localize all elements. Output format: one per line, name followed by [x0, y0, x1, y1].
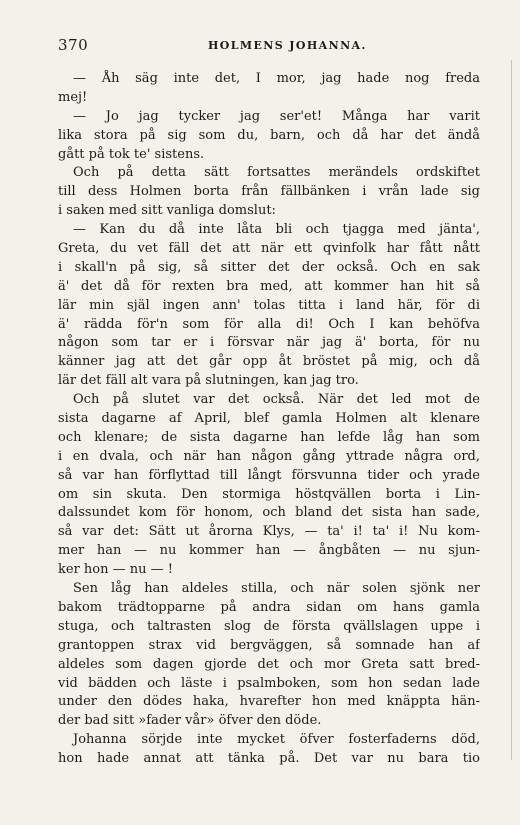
running-title: HOLMENS JOHANNA.	[208, 39, 367, 52]
text-line: mej!	[58, 89, 88, 105]
text-line: aldeles som dagen gjorde det och mor Greta satt bred-	[58, 656, 480, 672]
text-line: så var han förflyttad till långt försvunna tider och yrade	[58, 467, 480, 483]
text-line: i saken med sitt vanliga domslut:	[58, 203, 276, 219]
text-line: i skall'n på sig, så sitter det der också. Och en sak	[58, 259, 480, 275]
text-line: Sen låg han aldeles stilla, och när solen sjönk ner	[73, 581, 480, 597]
text-line: lär min själ ingen ann' tolas titta i land här, för di	[58, 297, 480, 313]
page-edge-line	[511, 60, 512, 760]
text-line: mer han — nu kommer han — ångbåten — nu sjun-	[58, 543, 480, 559]
text-line: lär det fäll alt vara på slutningen, kan jag tro.	[58, 373, 359, 389]
text-line: till dess Holmen borta från fällbänken i vrån lade sig	[58, 184, 480, 200]
text-line: bakom trädtopparne på andra sidan om hans gamla	[58, 599, 480, 615]
text-line: Greta, du vet fäll det att när ett qvinfolk har fått nått	[58, 241, 480, 257]
text-line: Johanna sörjde inte mycket öfver fosterfaderns död,	[73, 732, 480, 748]
text-line: någon som tar er i försvar när jag ä' borta, för nu	[58, 335, 480, 351]
text-line: och klenare; de sista dagarne han lefde låg han som	[58, 429, 480, 445]
text-line: ä' rädda för'n som för alla di! Och I kan behöfva	[58, 316, 480, 332]
text-line: om sin skuta. Den stormiga höstqvällen borta i Lin-	[58, 486, 480, 502]
text-line: så var det: Sätt ut årorna Klys, — ta' i! ta' i! Nu kom-	[58, 524, 480, 540]
body-text	[58, 70, 480, 769]
text-line: — Kan du då inte låta bli och tjagga med jänta',	[73, 222, 480, 238]
text-line: sista dagarne af April, blef gamla Holmen alt klenare	[58, 411, 480, 427]
text-line: Och på slutet var det också. När det led mot de	[73, 392, 480, 408]
text-line: hon hade annat att tänka på. Det var nu bara tio	[58, 751, 480, 767]
text-line: dalssundet kom för honom, och bland det sista han sade,	[58, 505, 480, 521]
text-line: — Åh säg inte det, I mor, jag hade nog freda	[73, 71, 480, 86]
text-line: lika stora på sig som du, barn, och då har det ändå	[58, 127, 480, 143]
text-line: grantoppen strax vid bergväggen, så somnade han af	[58, 637, 480, 653]
text-line: i en dvala, och när han någon gång yttrade några ord,	[58, 448, 480, 464]
text-line: der bad sitt »fader vår» öfver den döde.	[58, 713, 322, 729]
text-line: stuga, och taltrasten slog de första qvällslagen uppe i	[58, 618, 480, 634]
text-line: känner jag att det går opp åt bröstet på mig, och då	[58, 354, 480, 370]
text-line: ker hon — nu — !	[58, 562, 173, 578]
page-header	[58, 36, 478, 56]
text-line: ä' det då för rexten bra med, att kommer han hit så	[58, 278, 480, 294]
page-number: 370	[58, 36, 89, 54]
text-line: under den dödes haka, hvarefter hon med knäppta hän-	[58, 694, 480, 710]
text-line: Och på detta sätt fortsattes merändels ordskiftet	[73, 165, 480, 181]
text-line: — Jo jag tycker jag ser'et! Många har varit	[73, 108, 480, 124]
text-line: gått på tok te' sistens.	[58, 146, 205, 162]
text-line: vid bädden och läste i psalmboken, som hon sedan lade	[58, 675, 480, 691]
